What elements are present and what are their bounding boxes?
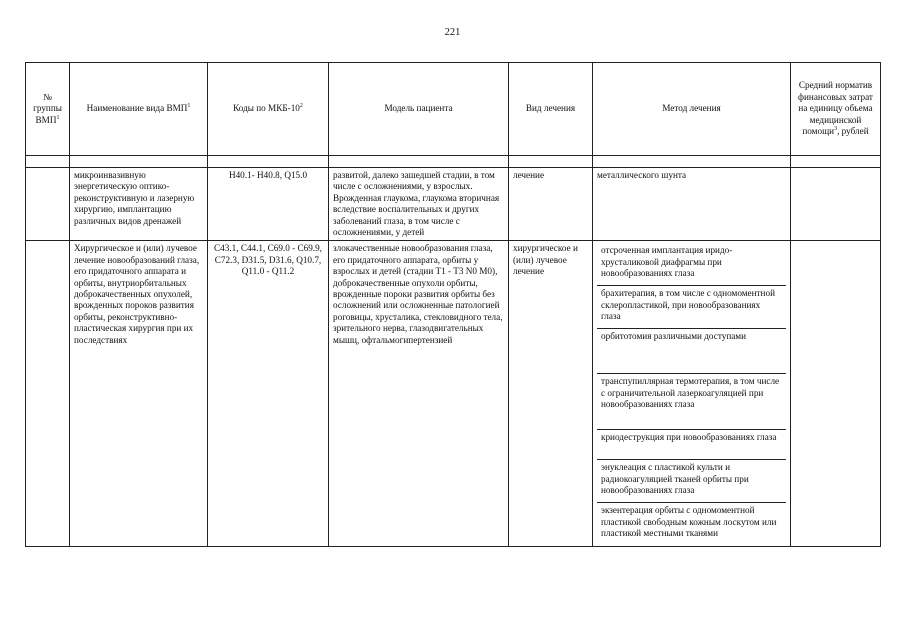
header-model: Модель пациента [329, 63, 509, 156]
name-cell: Хирургическое и (или) лучевое лечение новообразований глаза, его придаточного аппарата и орбиты, внутриорбитальных доброкачественных опухолей, врожденных пороков развития орбиты, реконструктивно-пластическая хирургия при их последствиях [70, 241, 208, 547]
codes-cell: H40.1- H40.8, Q15.0 [208, 168, 329, 241]
spacer-row [26, 156, 881, 168]
cost-cell [791, 241, 881, 547]
header-method: Метод лечения [593, 63, 791, 156]
methods-cell [593, 241, 791, 547]
group-cell [26, 241, 70, 547]
method-cell: металлического шунта [593, 168, 791, 241]
method-item: орбитотомия различными доступами [597, 329, 786, 374]
table-row [26, 168, 881, 241]
treatment-cell: лечение [509, 168, 593, 241]
header-name: Наименование вида ВМП$^1$ [70, 63, 208, 156]
header-codes: Коды по МКБ-$10^2$ [208, 63, 329, 156]
model-cell: развитой, далеко зашедшей стадии, в том числе с осложнениями, у взрослых. Врожденная глаукома, глаукома вторичная вследствие воспалительных и других заболеваний глаза, в том числе с осложнениями, у детей [329, 168, 509, 241]
vmp-table [25, 62, 881, 547]
group-cell [26, 168, 70, 241]
method-item: криодеструкция при новообразованиях глаза [597, 430, 786, 460]
method-item: транспупиллярная термотерапия, в том числе с ограничительной лазеркоагуляцией при новообразованиях глаза [597, 374, 786, 430]
method-item: отсроченная имплантация иридо-хрусталиковой диафрагмы при новообразованиях глаза [597, 243, 786, 286]
header-cost: Средний норматив финансовых затрат на единицу объема медицинской помощи$^3$, рублей [791, 63, 881, 156]
method-item: брахитерапия, в том числе с одномоментной склеропластикой, при новообразованиях глаза [597, 286, 786, 329]
header-treatment: Вид лечения [509, 63, 593, 156]
header-group: № группы ВМП$^1$ [26, 63, 70, 156]
cost-cell [791, 168, 881, 241]
model-cell: злокачественные новообразования глаза, его придаточного аппарата, орбиты у взрослых и детей (стадии T1 - T3 N0 M0), доброкачественные опухоли орбиты, врожденные пороки развития орбиты без осложнений или осложненные патологией роговицы, хрусталика, стекловидного тела, зрительного нерва, глазодвигательных мышц, офтальмогипертензией [329, 241, 509, 547]
page-number: 221 [444, 27, 461, 38]
name-cell: микроинвазивную энергетическую оптико-реконструктивную и лазерную хирургию, имплантацию различных видов дренажей [70, 168, 208, 241]
header-row [26, 63, 881, 156]
codes-cell: C43.1, C44.1, C69.0 - C69.9, C72.3, D31.5, D31.6, Q10.7, Q11.0 - Q11.2 [208, 241, 329, 547]
method-item: экзентерация орбиты с одномоментной пластикой свободным кожным лоскутом или пластикой местными тканями [601, 505, 777, 539]
method-item: энуклеация с пластикой культи и радиокоагуляцией тканей орбиты при новообразованиях глаза [597, 460, 786, 503]
treatment-cell: хирургическое и (или) лучевое лечение [509, 241, 593, 547]
table-row [26, 241, 881, 547]
